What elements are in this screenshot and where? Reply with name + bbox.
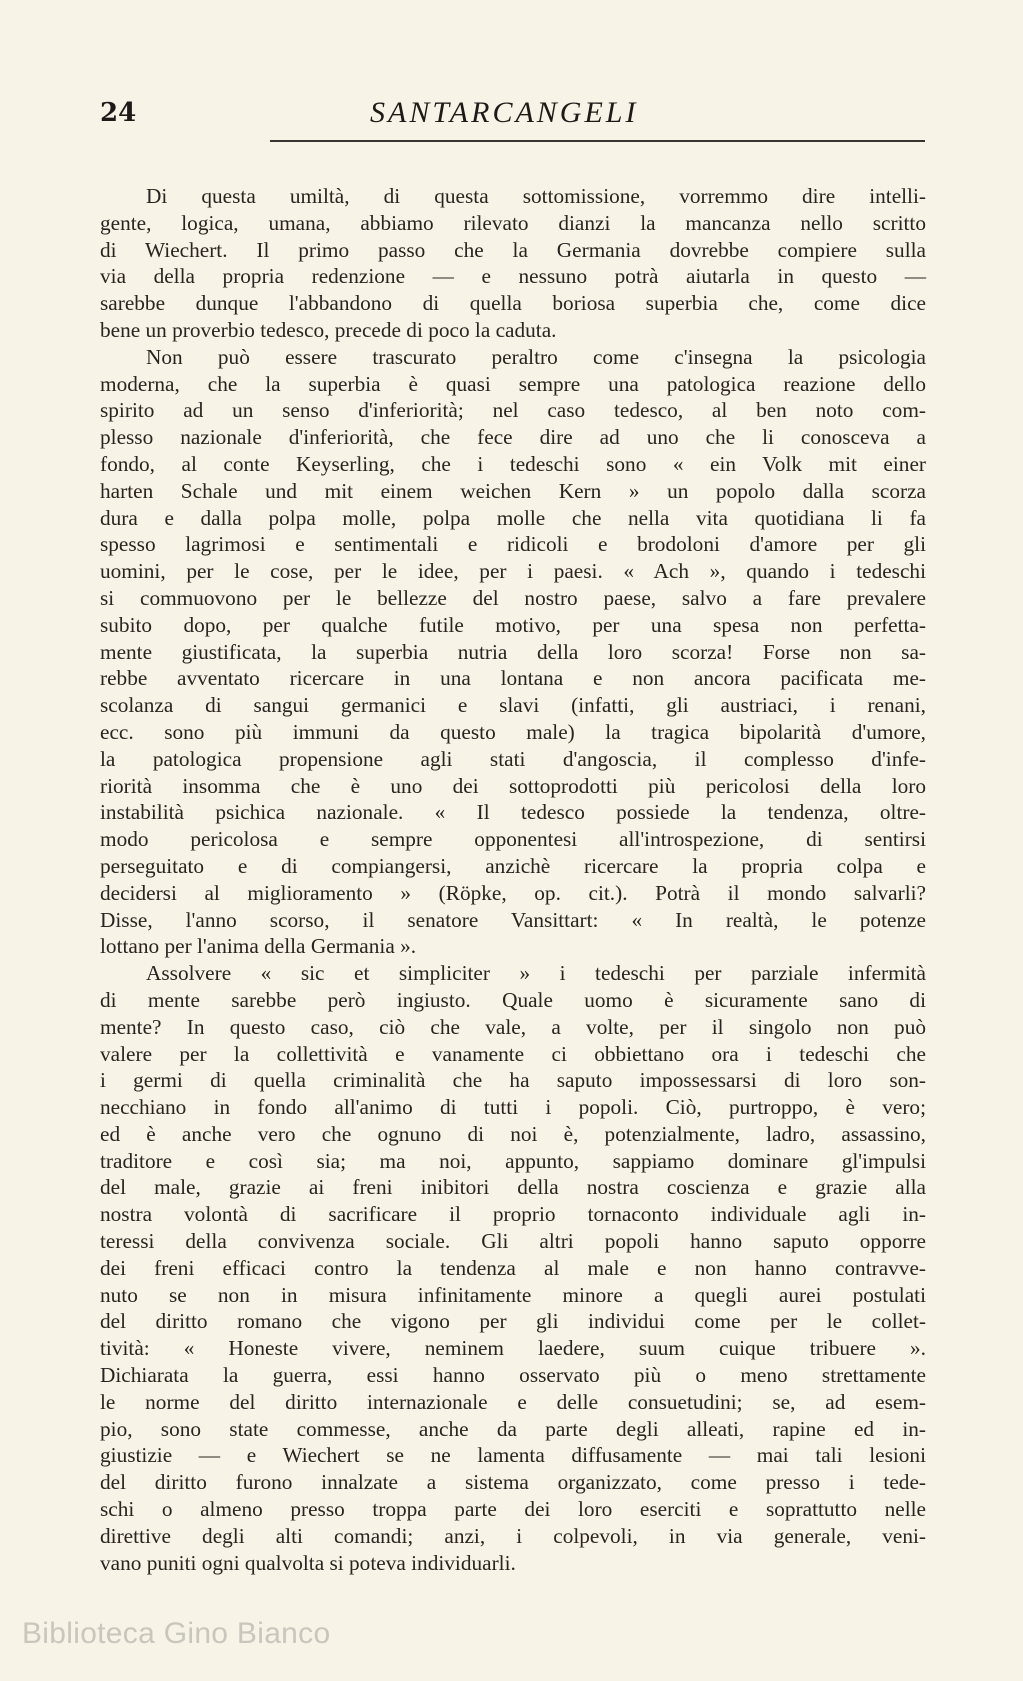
text-line: moderna, che la superbia è quasi sempre una patologica reazione dello <box>100 371 926 396</box>
text-line: pio, sono state commesse, anche da parte degli alleati, rapine ed in- <box>100 1416 926 1441</box>
text-line: modo pericolosa e sempre opponentesi all'introspezione, di sentirsi <box>100 827 926 852</box>
text-line: la patologica propensione agli stati d'angoscia, il complesso d'infe- <box>100 746 926 771</box>
text-line: mente? In questo caso, ciò che vale, a volte, per il singolo non può <box>100 1014 926 1039</box>
text-line: subito dopo, per qualche futile motivo, per una spesa non perfetta- <box>100 612 926 637</box>
text-line: plesso nazionale d'inferiorità, che fece dire ad uno che li conosceva a <box>100 425 926 450</box>
text-line: traditore e così sia; ma noi, appunto, sappiamo dominare gl'impulsi <box>100 1148 926 1173</box>
text-line: del male, grazie ai freni inibitori della nostra coscienza e grazie alla <box>100 1175 926 1200</box>
text-line: dei freni efficaci contro la tendenza al male e non hanno contravve- <box>100 1255 926 1280</box>
text-line: fondo, al conte Keyserling, che i tedeschi sono « ein Volk mit einer <box>100 451 926 476</box>
text-line: teressi della convivenza sociale. Gli altri popoli hanno saputo opporre <box>100 1229 926 1254</box>
text-line: rebbe avventato ricercare in una lontana e non ancora pacificata me- <box>100 666 926 691</box>
text-line: lottano per l'anima della Germania ». <box>100 934 417 959</box>
text-line: i germi di quella criminalità che ha saputo impossessarsi di loro son- <box>100 1068 926 1093</box>
text-line: riorità insomma che è uno dei sottoprodotti più pericolosi della loro <box>100 773 926 798</box>
text-line: giustizie — e Wiechert se ne lamenta diffusamente — mai tali lesioni <box>100 1443 926 1468</box>
text-line: di Wiechert. Il primo passo che la Germania dovrebbe compiere sulla <box>100 237 926 262</box>
text-line: dura e dalla polpa molle, polpa molle che nella vita quotidiana li fa <box>100 505 926 530</box>
text-line: harten Schale und mit einem weichen Kern » un popolo dalla scorza <box>100 478 926 503</box>
running-title: SANTARCANGELI <box>370 96 639 129</box>
text-line: direttive degli alti comandi; anzi, i colpevoli, in via generale, veni- <box>100 1523 926 1548</box>
text-line: di mente sarebbe però ingiusto. Quale uomo è sicuramente sano di <box>100 987 926 1012</box>
text-line: bene un proverbio tedesco, precede di poco la caduta. <box>100 317 557 342</box>
text-line: del diritto romano che vigono per gli individui come per le collet- <box>100 1309 926 1334</box>
text-line: perseguitato e di compiangersi, anzichè ricercare la propria colpa e <box>100 853 926 878</box>
text-line: via della propria redenzione — e nessuno potrà aiutarla in questo — <box>100 264 926 289</box>
text-line: Dichiarata la guerra, essi hanno osservato più o meno strettamente <box>100 1363 926 1388</box>
text-line: mente giustificata, la superbia nutria della loro scorza! Forse non sa- <box>100 639 926 664</box>
header-rule <box>270 140 925 142</box>
text-line: nuto se non in misura infinitamente minore a quegli aurei postulati <box>100 1282 926 1307</box>
text-line: Di questa umiltà, di questa sottomissione, vorremmo dire intelli- <box>146 184 926 208</box>
body-text <box>100 183 926 1576</box>
text-line: tività: « Honeste vivere, neminem laedere, suum cuique tribuere ». <box>100 1336 926 1361</box>
text-line: ed è anche vero che ognuno di noi è, potenzialmente, ladro, assassino, <box>100 1121 926 1146</box>
text-line: nostra volontà di sacrificare il proprio tornaconto individuale agli in- <box>100 1202 926 1227</box>
text-line: uomini, per le cose, per le idee, per i paesi. « Ach », quando i tedeschi <box>100 559 926 584</box>
text-line: le norme del diritto internazionale e delle consuetudini; se, ad esem- <box>100 1389 926 1414</box>
text-line: ecc. sono più immuni da questo male) la tragica bipolarità d'umore, <box>100 719 926 744</box>
text-line: vano puniti ogni qualvolta si poteva individuarli. <box>100 1550 516 1575</box>
text-line: Disse, l'anno scorso, il senatore Vansittart: « In realtà, le potenze <box>100 907 926 932</box>
library-watermark: Biblioteca Gino Bianco <box>22 1617 331 1650</box>
text-line: Assolvere « sic et simpliciter » i tedeschi per parziale infermità <box>146 961 926 986</box>
text-line: si commuovono per le bellezze del nostro paese, salvo a fare prevalere <box>100 585 926 610</box>
text-line: valere per la collettività e vanamente ci obbiettano ora i tedeschi che <box>100 1041 926 1066</box>
text-line: del diritto furono innalzate a sistema organizzato, come presso i tede- <box>100 1470 926 1495</box>
text-line: schi o almeno presso troppa parte dei loro eserciti e soprattutto nelle <box>100 1497 926 1522</box>
text-line: necchiano in fondo all'animo di tutti i popoli. Ciò, purtroppo, è vero; <box>100 1095 926 1120</box>
paragraph <box>100 183 926 344</box>
text-line: spesso lagrimosi e sentimentali e ridicoli e brodoloni d'amore per gli <box>100 532 926 557</box>
page-number: 24 <box>100 98 137 128</box>
text-line: spirito ad un senso d'inferiorità; nel caso tedesco, al ben noto com- <box>100 398 926 423</box>
text-line: sarebbe dunque l'abbandono di quella boriosa superbia che, come dice <box>100 291 926 316</box>
text-line: instabilità psichica nazionale. « Il tedesco possiede la tendenza, oltre- <box>100 800 926 825</box>
text-line: decidersi al miglioramento » (Röpke, op. cit.). Potrà il mondo salvarli? <box>100 880 926 905</box>
text-line: scolanza di sangui germanici e slavi (infatti, gli austriaci, i renani, <box>100 693 926 718</box>
page-header <box>100 92 925 136</box>
text-line: gente, logica, umana, abbiamo rilevato dianzi la mancanza nello scritto <box>100 210 926 235</box>
paragraph <box>100 344 926 960</box>
paragraph <box>100 960 926 1576</box>
text-line: Non può essere trascurato peraltro come c'insegna la psicologia <box>146 344 926 369</box>
